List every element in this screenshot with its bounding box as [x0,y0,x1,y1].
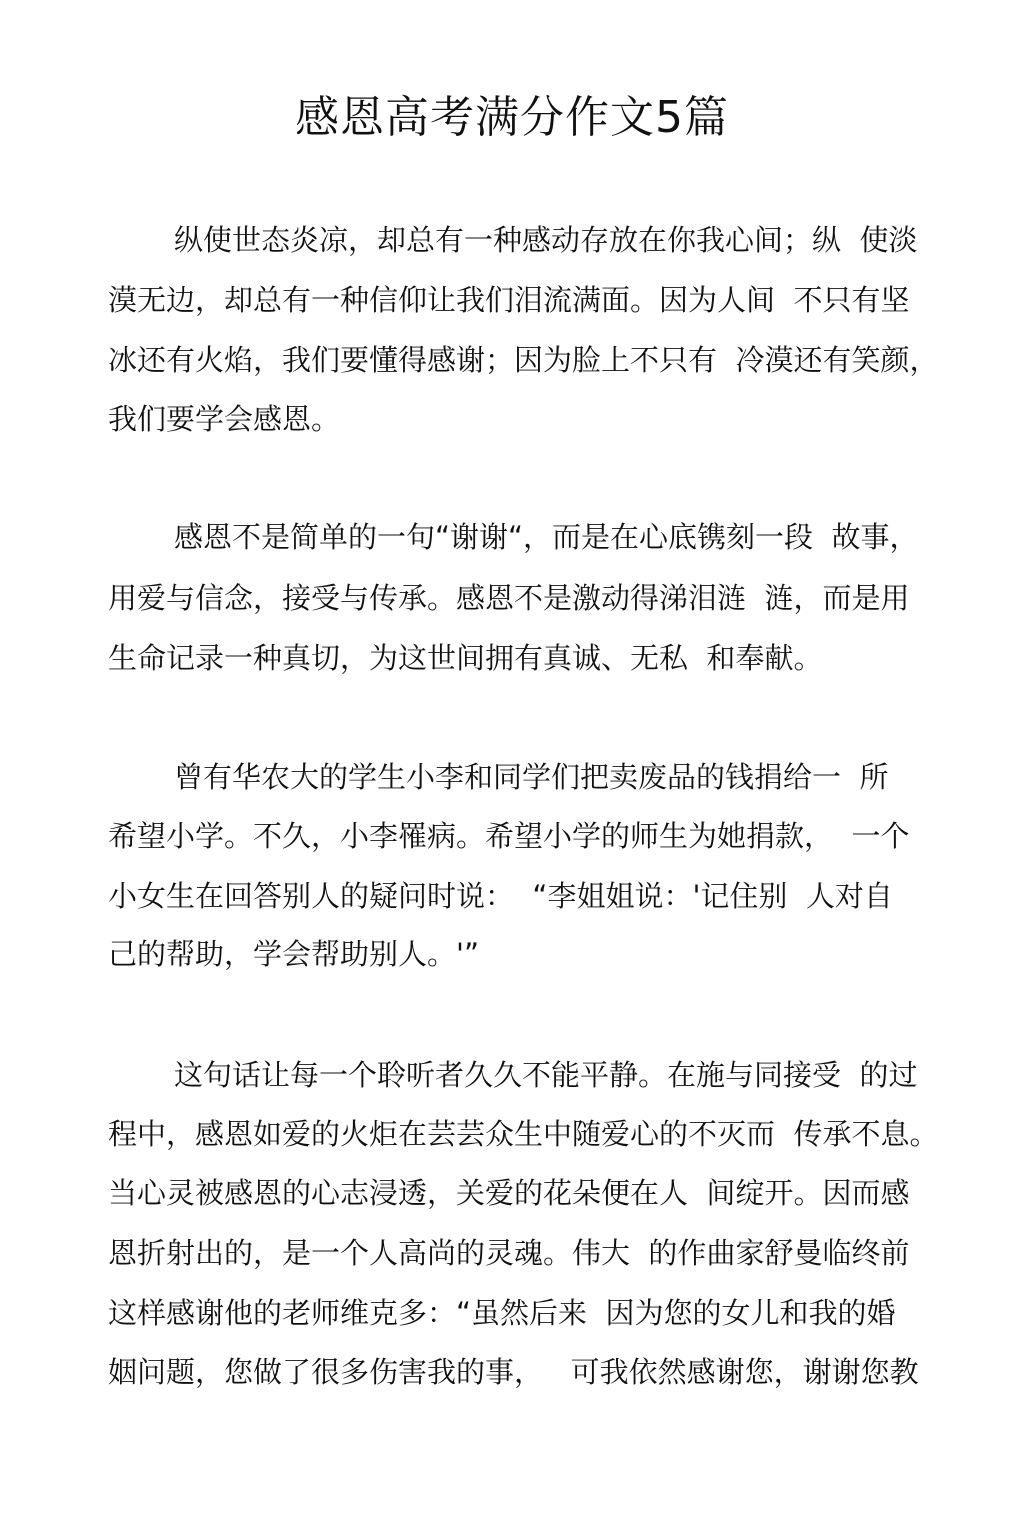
paragraph-3-line-4: 己的帮助，学会帮助别人。'” [108,937,479,971]
paragraph-2-line-1: 感恩不是简单的一句“谢谢“，而是在心底镌刻一段 故事， [174,520,919,554]
paragraph-4-line-4: 恩折射出的，是一个人高尚的灵魂。伟大 的作曲家舒曼临终前 [108,1236,910,1270]
paragraph-3-line-1: 曾有华农大的学生小李和同学们把卖废品的钱捐给一 所 [174,760,889,794]
paragraph-2-line-3: 生命记录一种真切，为这世间拥有真诚、无私 和奉献。 [108,641,823,675]
paragraph-1-line-2: 漠无边，却总有一种信仰让我们泪流满面。因为人间 不只有坚 [108,283,910,317]
paragraph-1-line-3: 冰还有火焰，我们要懂得感谢；因为脸上不只有 冷漠还有笑颜， [108,343,939,377]
paragraph-4-line-5: 这样感谢他的老师维克多：“虽然后来 因为您的女儿和我的婚 [108,1296,896,1330]
paragraph-2-line-2: 用爱与信念，接受与传承。感恩不是激动得涕泪涟 涟，而是用 [108,581,910,615]
paragraph-4-line-3: 当心灵被感恩的心志浸透，关爱的花朵便在人 间绽开。因而感 [108,1176,910,1210]
paragraph-4-line-2: 程中，感恩如爱的火炬在芸芸众生中随爱心的不灭而 传承不息。 [108,1117,939,1151]
paragraph-4-line-1: 这句话让每一个聆听者久久不能平静。在施与同接受 的过 [174,1058,918,1092]
paragraph-1-line-1: 纵使世态炎凉，却总有一种感动存放在你我心间；纵 使淡 [174,223,918,257]
paragraph-3-line-2: 希望小学。不久，小李罹病。希望小学的师生为她捐款， 一个 [108,819,910,853]
paragraph-1-line-4: 我们要学会感恩。 [108,402,341,436]
paragraph-4-line-6: 姻问题，您做了很多伤害我的事， 可我依然感谢您，谢谢您教 [108,1355,919,1389]
page-title: 感恩高考满分作文5篇 [295,92,729,143]
paragraph-3-line-3: 小女生在回答别人的疑问时说： “李姐姐说：'记住别 人对自 [108,879,893,913]
